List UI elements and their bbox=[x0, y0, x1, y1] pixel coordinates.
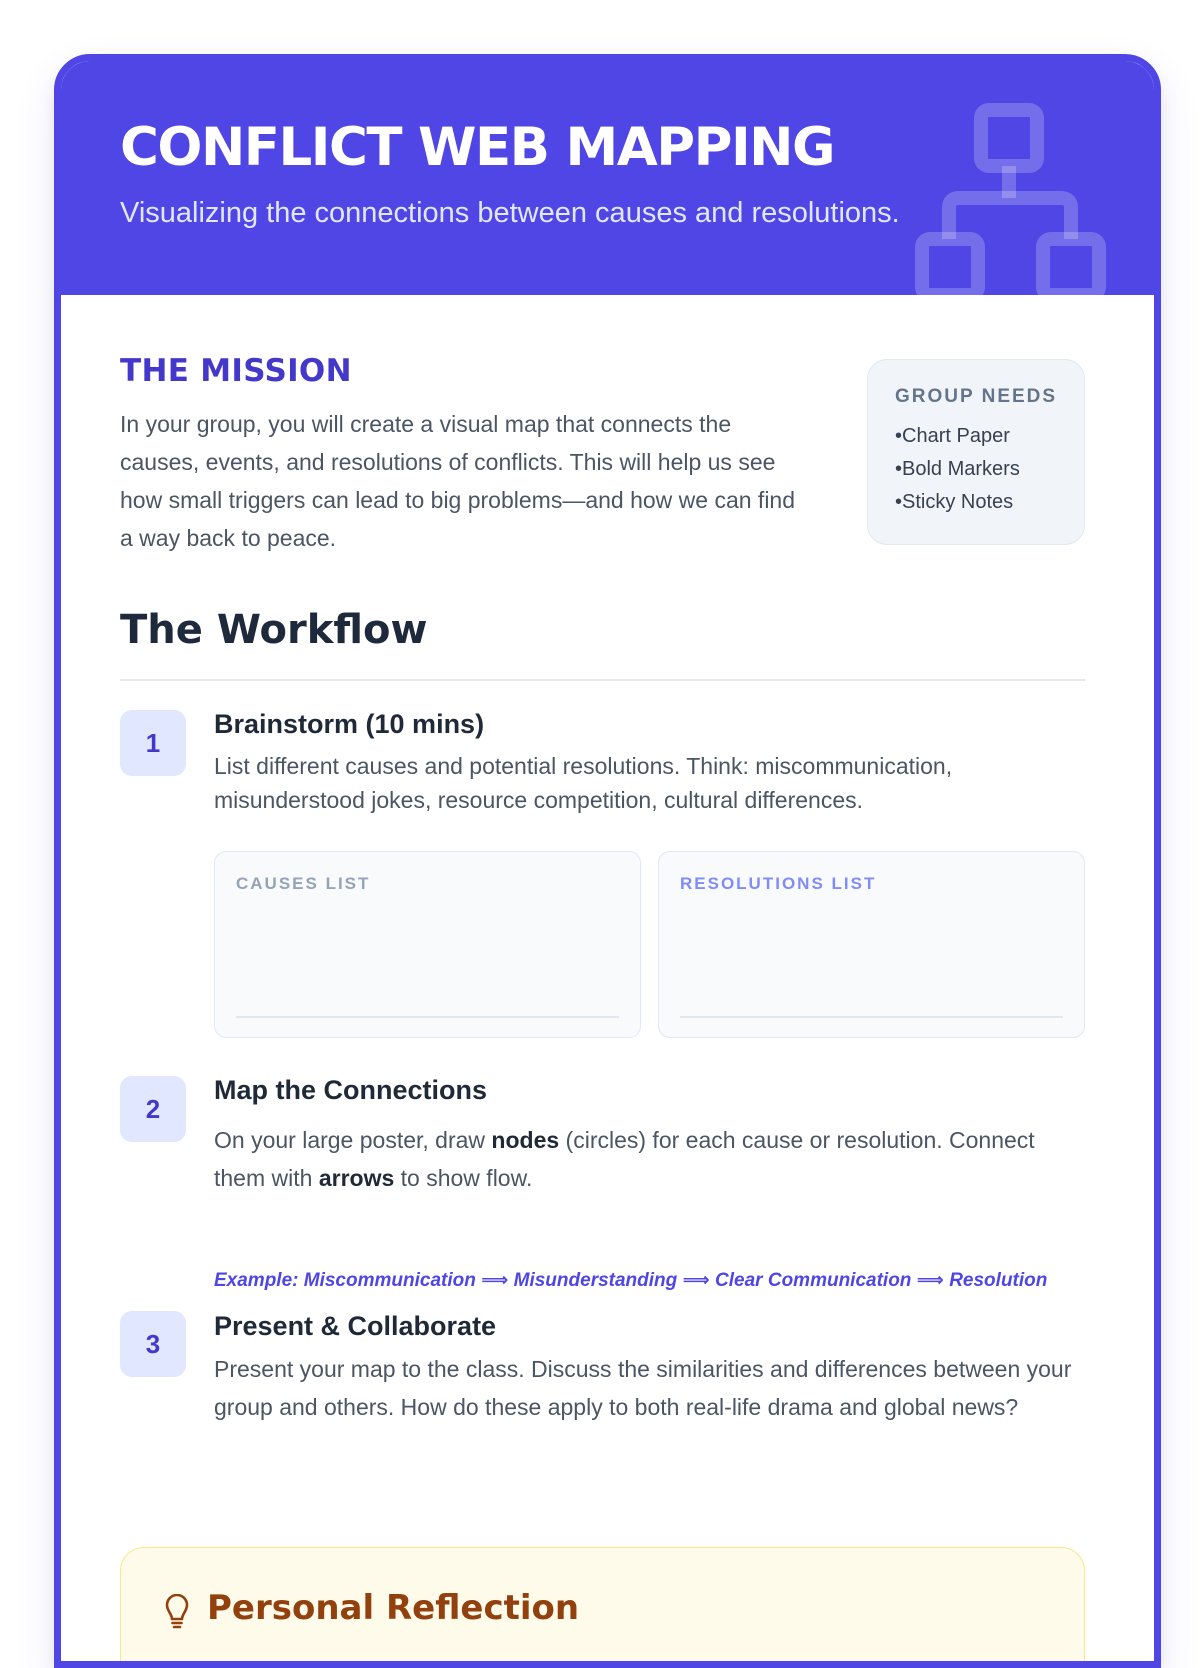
card-body bbox=[61, 295, 1154, 1661]
causes-list-box[interactable] bbox=[214, 851, 641, 1038]
lightbulb-icon bbox=[163, 1594, 191, 1630]
writing-line bbox=[236, 1016, 619, 1018]
resolutions-list-box[interactable] bbox=[658, 851, 1085, 1038]
resolutions-list-label: RESOLUTIONS LIST bbox=[680, 874, 877, 893]
list-item: • Sticky Notes bbox=[895, 486, 1084, 519]
step-2-bold-arrows: arrows bbox=[318, 1165, 395, 1191]
step-1-badge: 1 bbox=[120, 710, 186, 776]
group-needs-list bbox=[895, 420, 1084, 519]
workflow-title: The Workflow bbox=[120, 607, 428, 653]
lesson-card bbox=[54, 54, 1161, 1668]
writing-line bbox=[680, 1016, 1063, 1018]
mission-title: THE MISSION bbox=[120, 353, 352, 389]
list-item: • Bold Markers bbox=[895, 453, 1084, 486]
step-2-text-b: (circles) for each cause or resolution. Connect them with bbox=[214, 1127, 1035, 1191]
step-3-title: Present & Collaborate bbox=[214, 1311, 497, 1341]
step-2-text-c: to show flow. bbox=[394, 1165, 533, 1191]
step-2-text-a: On your large poster, draw bbox=[214, 1127, 492, 1153]
list-item: • Chart Paper bbox=[895, 420, 1084, 453]
step-2-bold-nodes: nodes bbox=[491, 1127, 560, 1153]
step-2-example: Example: Miscommunication ⟹ Misunderstanding ⟹ Clear Communication ⟹ Resolution bbox=[214, 1270, 1048, 1291]
step-3-text: Present your map to the class. Discuss the similarities and differences between your group and others. How do these apply to both real-life drama and global news? bbox=[214, 1356, 1072, 1420]
step-3-badge: 3 bbox=[120, 1311, 186, 1377]
page-subtitle: Visualizing the connections between causes and resolutions. bbox=[120, 197, 900, 229]
group-needs-title: GROUP NEEDS bbox=[895, 386, 1058, 407]
divider bbox=[120, 679, 1085, 681]
step-1-text: List different causes and potential resolutions. Think: miscommunication, misunderstood jokes, resource competition, cultural differences. bbox=[214, 753, 953, 813]
network-icon bbox=[915, 103, 1115, 298]
causes-list-label: CAUSES LIST bbox=[236, 874, 371, 893]
step-2-badge: 2 bbox=[120, 1076, 186, 1142]
page-title: CONFLICT WEB MAPPING bbox=[120, 117, 835, 178]
step-2-title: Map the Connections bbox=[214, 1075, 488, 1105]
reflection-title: Personal Reflection bbox=[207, 1588, 580, 1628]
group-needs-panel bbox=[867, 359, 1085, 545]
step-1-title: Brainstorm (10 mins) bbox=[214, 709, 485, 739]
mission-text: In your group, you will create a visual map that connects the causes, events, and resolutions of conflicts. This will help us see how small triggers can lead to big problems—and how we can find a way back to peace. bbox=[120, 411, 796, 551]
header-banner bbox=[61, 61, 1154, 295]
personal-reflection-panel bbox=[120, 1547, 1085, 1668]
step-2-text bbox=[214, 1121, 1084, 1197]
